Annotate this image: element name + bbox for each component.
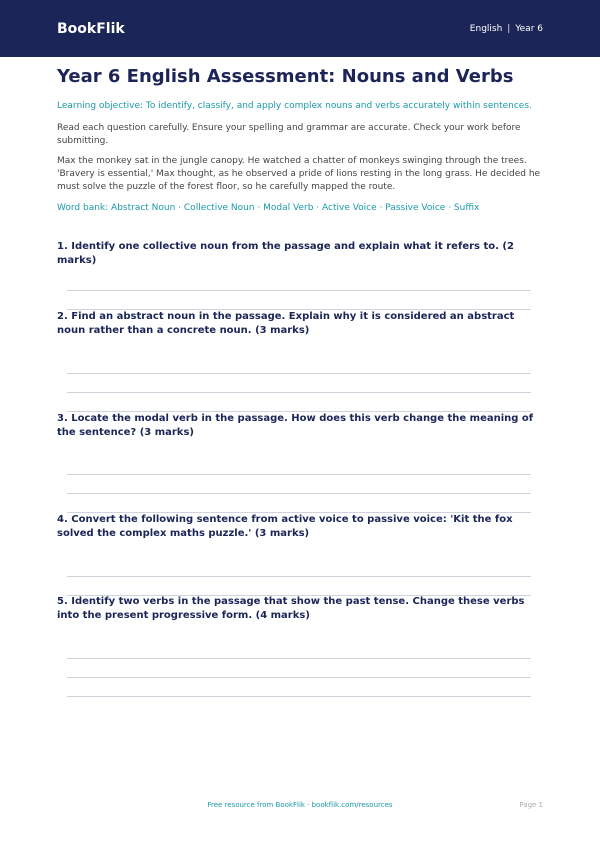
answer-line[interactable] — [67, 373, 531, 374]
question-4: 4. Convert the following sentence from active voice to passive voice: 'Kit the fox solved the complex maths puzzle.' (3 marks) — [57, 514, 513, 539]
answer-line[interactable] — [67, 290, 531, 291]
answer-line[interactable] — [67, 493, 531, 494]
answer-line[interactable] — [67, 576, 531, 577]
question-3: 3. Locate the modal verb in the passage. How does this verb change the meaning of the sentence? (3 marks) — [57, 413, 534, 438]
year-label: Year 6 — [515, 23, 543, 34]
page-number: Page 1 — [519, 801, 543, 809]
answer-line[interactable] — [67, 696, 531, 697]
answer-line[interactable] — [67, 392, 531, 393]
question-1: 1. Identify one collective noun from the passage and explain what it refers to. (2 marks) — [57, 241, 514, 266]
subject-label: English — [469, 23, 503, 34]
word-bank: Word bank: Abstract Noun · Collective Noun · Modal Verb · Active Voice · Passive Voice · Suffix — [57, 203, 480, 213]
question-2: 2. Find an abstract noun in the passage. Explain why it is considered an abstract noun rather than a concrete noun. (3 marks) — [57, 311, 515, 336]
answer-line[interactable] — [67, 677, 531, 678]
question-5: 5. Identify two verbs in the passage that show the past tense. Change these verbs into the present progressive form. (4 marks) — [57, 596, 525, 621]
header-bar — [0, 0, 600, 57]
brand-logo[interactable]: BookFlik — [57, 20, 125, 37]
answer-line[interactable] — [67, 474, 531, 475]
meta-separator: | — [507, 23, 511, 34]
reading-passage: Max the monkey sat in the jungle canopy. He watched a chatter of monkeys swinging through the trees. 'Bravery is essential,' Max thought, as he observed a pride of lions resting in the long grass. He decided he must solve the puzzle of the forest floor, so he carefully mapped the route. — [57, 156, 541, 192]
page-footer — [0, 801, 600, 815]
answer-line[interactable] — [67, 658, 531, 659]
learning-objective: Learning objective: To identify, classify, and apply complex nouns and verbs accurately within sentences. — [57, 101, 532, 111]
header-meta — [470, 24, 543, 34]
worksheet-body — [57, 57, 543, 621]
footer-source-link[interactable]: Free resource from BookFlik · bookflik.com/resources — [207, 801, 393, 809]
instructions: Read each question carefully. Ensure your spelling and grammar are accurate. Check your work before submitting. — [57, 123, 521, 146]
page-title: Year 6 English Assessment: Nouns and Verbs — [57, 66, 514, 87]
